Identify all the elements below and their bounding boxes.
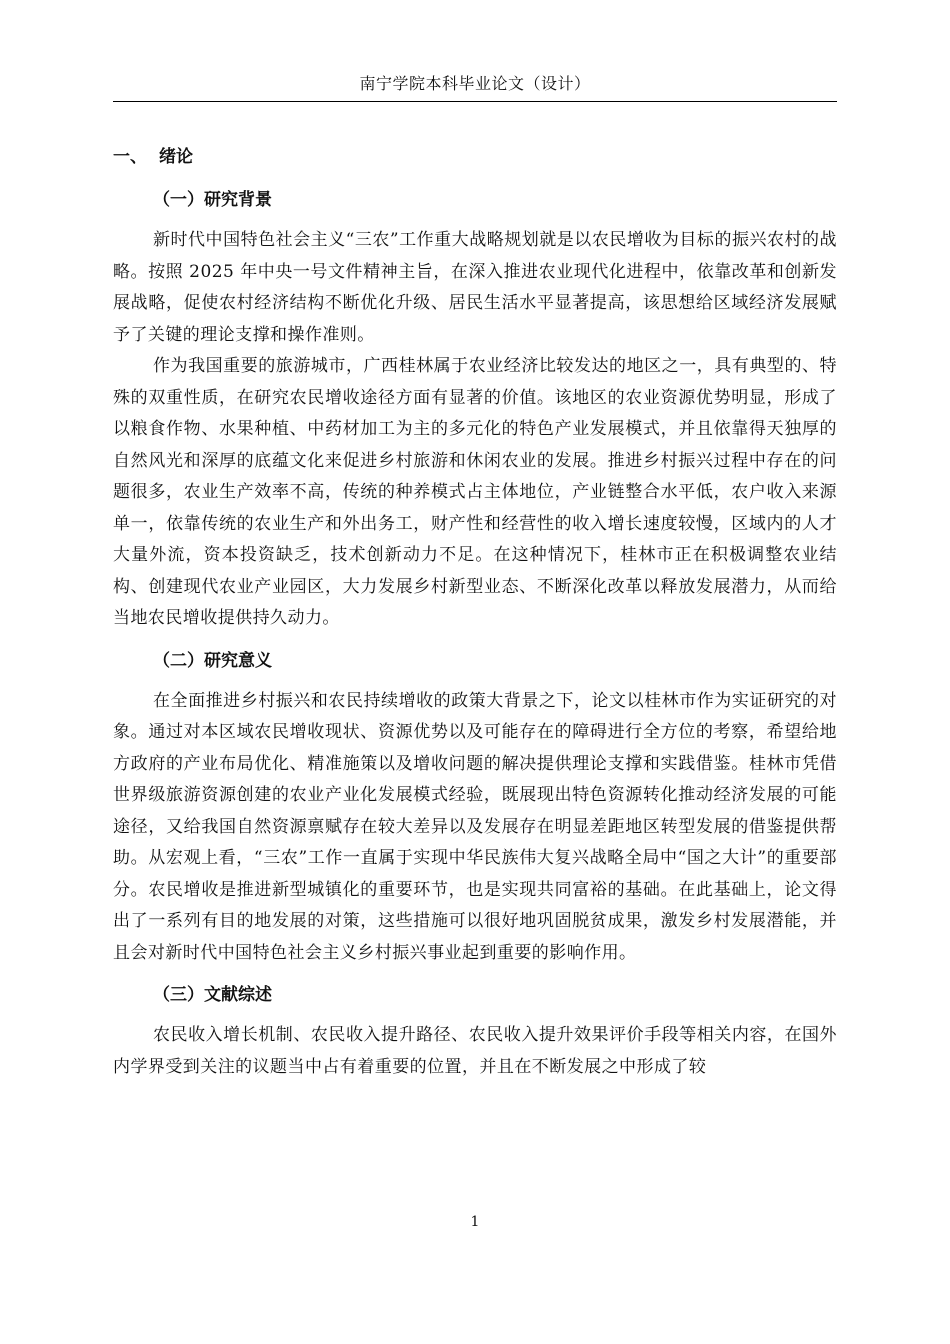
running-header: 南宁学院本科毕业论文（设计） <box>359 74 591 93</box>
header-divider <box>113 101 837 102</box>
section-heading-background: （一）研究背景 <box>153 190 272 210</box>
chapter-title: 绪论 <box>159 147 193 167</box>
chapter-heading <box>113 140 837 174</box>
chapter-number: 一、 <box>113 147 147 167</box>
body-content <box>113 140 837 1083</box>
paragraph: 在全面推进乡村振兴和农民持续增收的政策大背景之下，论文以桂林市作为实证研究的对象。通过对本区域农民增收现状、资源优势以及可能存在的障碍进行全方位的考察，希望给地方政府的产业布局优化、精准施策以及增收问题的解决提供理论支撑和实践借鉴。桂林市凭借世界级旅游资源创建的农业产业化发展模式经验，既展现出特色资源转化推动经济发展的可能途径，又给我国自然资源禀赋存在较大差异以及发展存在明显差距地区转型发展的借鉴提供帮助。从宏观上看，“三农”工作一直属于实现中华民族伟大复兴战略全局中“国之大计”的重要部分。农民增收是推进新型城镇化的重要环节，也是实现共同富裕的基础。在此基础上，论文得出了一系列有目的地发展的对策，这些措施可以很好地巩固脱贫成果，激发乡村发展潜能，并且会对新时代中国特色社会主义乡村振兴事业起到重要的影响作用。 <box>113 690 837 963</box>
section-heading-literature-review: （三）文献综述 <box>153 985 272 1005</box>
paragraph: 作为我国重要的旅游城市，广西桂林属于农业经济比较发达的地区之一，具有典型的、特殊的双重性质，在研究农民增收途径方面有显著的价值。该地区的农业资源优势明显，形成了以粮食作物、水果种植、中药材加工为主的多元化的特色产业发展模式，并且依靠得天独厚的自然风光和深厚的底蕴文化来促进乡村旅游和休闲农业的发展。推进乡村振兴过程中存在的问题很多，农业生产效率不高，传统的种养模式占主体地位，产业链整合水平低，农户收入来源单一，依靠传统的农业生产和外出务工，财产性和经营性的收入增长速度较慢，区域内的人才大量外流，资本投资缺乏，技术创新动力不足。在这种情况下，桂林市正在积极调整农业结构、创建现代农业产业园区，大力发展乡村新型业态、不断深化改革以释放发展潜力，从而给当地农民增收提供持久动力。 <box>113 356 837 628</box>
section-heading-significance: （二）研究意义 <box>153 650 272 671</box>
paragraph: 新时代中国特色社会主义“三农”工作重大战略规划就是以农民增收为目标的振兴农村的战略。按照 2025 年中央一号文件精神主旨，在深入推进农业现代化进程中，依靠改革和创新发展战略，促使农村经济结构不断优化升级、居民生活水平显著提高，该思想给区域经济发展赋予了关键的理论支撑和操作准则。 <box>113 230 837 345</box>
paragraph: 农民收入增长机制、农民收入提升路径、农民收入提升效果评价手段等相关内容，在国外内学界受到关注的议题当中占有着重要的位置，并且在不断发展之中形成了较 <box>113 1025 837 1077</box>
page-number: 1 <box>470 1214 480 1230</box>
